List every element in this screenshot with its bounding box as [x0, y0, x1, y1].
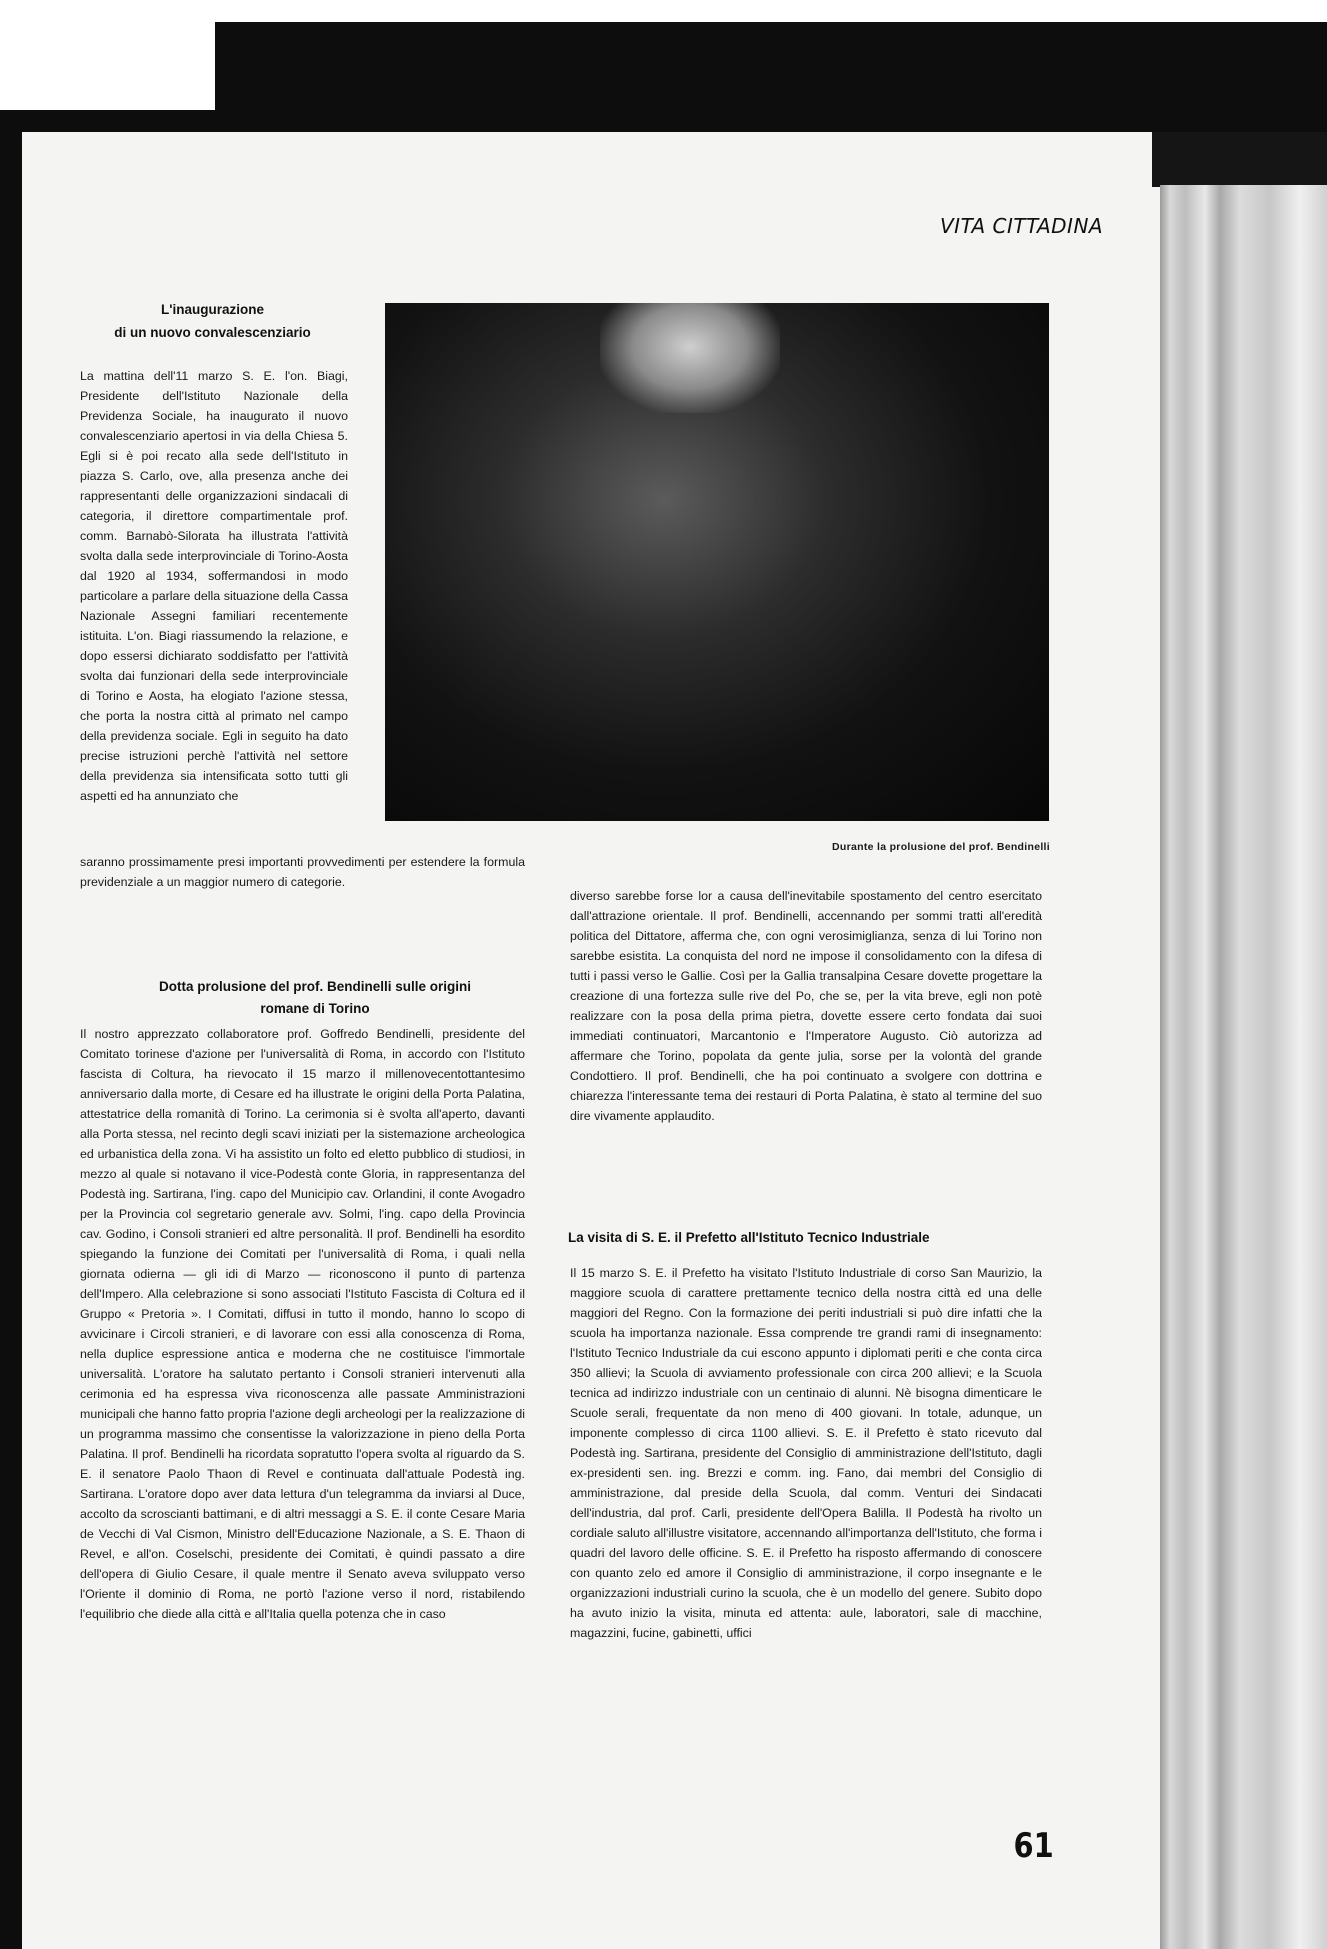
article2-text-continued: diverso sarebbe forse lor a causa dell'inevitabile spostamento del centro esercitato dall'attrazione orientale. Il prof. Bendinelli, accennando per sommi tratti all'eredità politica del Dittatore, afferma che, con ogni verosimiglianza, senza di lui Torino non sarebbe esistita. La conquista del nord ne impose il consolidamento con la difesa di tutti i passi verso le Gallie. Così per la Gallia transalpina Cesare dovette progettare la creazione di una fortezza sulle rive del Po, che se, per la vita breve, egli non potè realizzare con la posa della prima pietra, dovette essere certo fondata dai suoi immediati continuatori, Marcantonio e l'Imperatore Augusto. Ciò autorizza ad affermare che Torino, popolata da gente julia, sorse per la volontà del grande Condottiero. Il prof. Bendinelli, che ha poi continuato a svolgere con dottrina e chiarezza l'interessante tema dei restauri di Porta Palatina, è stato al termine del suo dire vivamente applaudito. — [570, 889, 1042, 1123]
article1-title-line1: L'inaugurazione — [161, 302, 264, 317]
article2-title-line1: Dotta prolusione del prof. Bendinelli sulle origini — [158, 979, 472, 994]
article2-text: Il nostro apprezzato collaboratore prof. Goffredo Bendinelli, presidente del Comitato torinese d'azione per l'universalità di Roma, in accordo con l'Istituto fascista di Coltura, ha rievocato il 15 marzo il millenovecentottantesimo anniversario dalla morte, di Cesare ed ha illustrate le origini della Porta Palatina, attestatrice della romanità di Torino. La cerimonia si è svolta all'aperto, davanti alla Porta stessa, nel recinto degli scavi iniziati per la sistemazione archeologica ed urbanistica della zona. Vi ha assistito un folto ed eletto pubblico di studiosi, in mezzo al quale si notavano il vice-Podestà conte Gloria, in rappresentanza del Podestà ing. Sartirana, l'ing. capo del Municipio cav. Orlandini, il conte Avogadro per la Provincia col segretario generale avv. Solmi, l'ing. capo della Provincia cav. Godino, i Consoli stranieri ed altre personalità. Il prof. Bendinelli ha esordito spiegando la funzione dei Comitati per l'universalità di Roma, i quali nella giornata odierna — gli idi di Marzo — riconoscono il punto di partenza dell'Impero. Alla celebrazione si sono associati l'Istituto Fascista di Coltura ed il Gruppo « Pretoria ». I Comitati, diffusi in tutto il mondo, hanno lo scopo di avvicinare i Circoli stranieri, e di lavorare con essi alla conoscenza di Roma, nella duplice espressione antica e moderna che ne costituisce l'immortale universalità. L'oratore ha salutato pertanto i Consoli stranieri intervenuti alla cerimonia ed ha espressa viva riconoscenza alle passate Amministrazioni municipali che hanno fatto propria l'azione degli archeologi per la realizzazione di un programma massimo che consentisse la valorizzazione in pieno della Porta Palatina. Il prof. Bendinelli ha ricordata sopratutto l'opera svolta al riguardo da S. E. il senatore Paolo Thaon di Revel e continuata dall'attuale Podestà ing. Sartirana. L'oratore dopo aver data lettura d'un telegramma da inviarsi al Duce, accolto da scroscianti battimani, e di altri messaggi a S. E. il conte Cesare Maria de Vecchi di Val Cismon, Ministro dell'Educazione Nazionale, a S. E. Thaon di Revel, e all'on. Coselschi, presidente dei Comitati, è quindi passato a dire dell'opera di Giulio Cesare, il quale mentre il Senato aveva sviluppato verso l'Oriente il dominio di Roma, ne portò l'azione verso il nord, ristabilendo l'equilibrio che diede alla città e all'Italia quella potenza che in caso — [80, 1027, 525, 1621]
article2-title-line2: romane di Torino — [260, 1001, 370, 1016]
scan-border-right — [1152, 132, 1327, 187]
scan-border-top — [215, 22, 1327, 132]
article-photo — [385, 303, 1049, 821]
scan-border-corner — [0, 110, 215, 134]
running-head: VITA CITTADINA — [940, 214, 1104, 238]
article1-text-end: saranno prossimamente presi importanti provvedimenti per estendere la formula previdenziale a un maggior numero di categorie. — [80, 855, 525, 889]
article3-text: Il 15 marzo S. E. il Prefetto ha visitato l'Istituto Industriale di corso San Maurizio, la maggiore scuola di carattere prettamente tecnico della nostra città ed una delle maggiori del Regno. Con la formazione dei periti industriali si può dire infatti che la scuola ha importanza nazionale. Essa comprende tre grandi rami di insegnamento: l'Istituto Tecnico Industriale da cui escono appunto i diplomati periti e che conta circa 350 allievi; la Scuola di avviamento professionale con circa 200 allievi; e la Scuola tecnica ad indirizzo industriale con un centinaio di alunni. Nè bisogna dimenticare le Scuole serali, frequentate da non meno di 400 giovani. In totale, adunque, un imponente complesso di circa 1100 allievi. S. E. il Prefetto è stato ricevuto dal Podestà ing. Sartirana, presidente del Consiglio di amministrazione dell'Istituto, dagli ex-presidenti sen. ing. Brezzi e comm. ing. Fano, dai membri del Consiglio di amministrazione, dal preside della Scuola, dal comm. Venturi dei Sindacati dell'industria, dal prof. Carli, presidente dell'Opera Balilla. Il Podestà ha rivolto un cordiale saluto all'illustre visitatore, accennando all'importanza dell'Istituto, che forma i quadri del lavoro delle officine. S. E. il Prefetto ha risposto affermando di conoscere con quanto zelo ed amore il Consiglio di amministrazione, il corpo insegnante e le organizzazioni industriali curino la scuola, che è un modello del genere. Subito dopo ha avuto inizio la visita, minuta ed attenta: aule, laboratori, sale di macchine, magazzini, fucine, gabinetti, uffici — [570, 1266, 1042, 1640]
article1-column-full — [80, 852, 525, 892]
article2-column-right — [570, 886, 1042, 1126]
article1-title — [80, 298, 345, 344]
article2-title — [80, 976, 550, 1020]
book-gutter — [1160, 185, 1327, 1949]
article2-column-left — [80, 1024, 525, 1624]
page-number: 61 — [1013, 1826, 1054, 1866]
article3-title: La visita di S. E. il Prefetto all'Istituto Tecnico Industriale — [568, 1230, 930, 1245]
article3-column-right — [570, 1263, 1042, 1643]
article1-column-left — [80, 366, 348, 806]
photo-caption: Durante la prolusione del prof. Bendinelli — [832, 841, 1050, 853]
photo-highlight — [600, 303, 780, 413]
article1-text: La mattina dell'11 marzo S. E. l'on. Biagi, Presidente dell'Istituto Nazionale della Previdenza Sociale, ha inaugurato il nuovo convalescenziario apertosi in via della Chiesa 5. Egli si è poi recato alla sede dell'Istituto in piazza S. Carlo, ove, alla presenza anche dei rappresentanti delle organizzazioni sindacali di categoria, il direttore compartimentale prof. comm. Barnabò-Silorata ha illustrata l'attività svolta dalla sede interprovinciale di Torino-Aosta dal 1920 al 1934, soffermandosi in modo particolare a parlare della situazione della Cassa Nazionale Assegni familiari recentemente istituita. L'on. Biagi riassumendo la relazione, e dopo essersi dichiarato soddisfatto per l'attività svolta dai funzionari della sede interprovinciale di Torino e Aosta, ha elogiato l'azione stessa, che porta la nostra città al primato nel campo della previdenza sociale. Egli in seguito ha dato precise istruzioni perchè l'attività nel settore della previdenza sia intensificata sotto tutti gli aspetti ed ha annunziato che — [80, 369, 348, 803]
article1-title-line2: di un nuovo convalescenziario — [114, 325, 311, 340]
scan-border-left — [0, 132, 22, 1949]
